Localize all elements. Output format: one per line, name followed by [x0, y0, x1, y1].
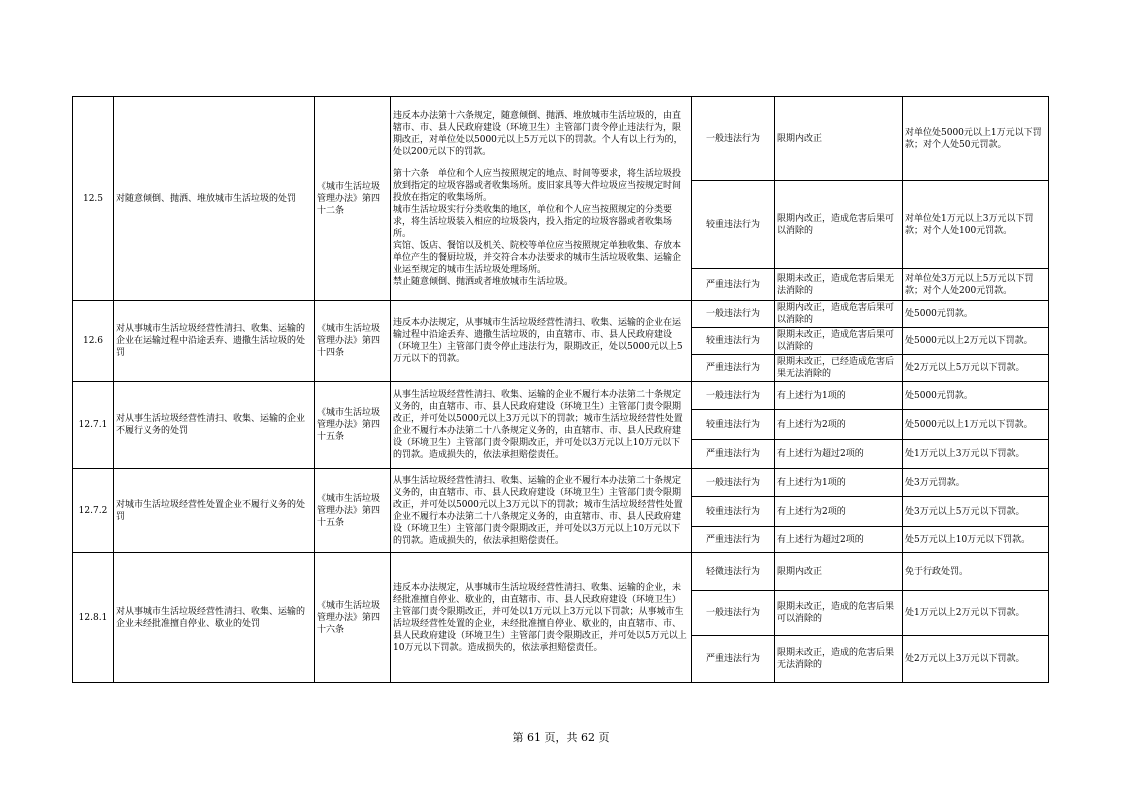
- content-paragraph: 第十六条 单位和个人应当按照规定的地点、时间等要求，将生活垃圾投放到指定的垃圾容器或者收集场所。废旧家具等大件垃圾应当按规定时间投放在指定的收集场所。: [393, 168, 682, 203]
- penalty-standard: 处2万元以上5万元以下罚款。: [903, 355, 1049, 382]
- penalty-standard: 处1万元以上3万元以下罚款。: [903, 440, 1049, 469]
- violation-circumstance: 限期未改正，造成危害后果可以消除的: [775, 328, 903, 355]
- legal-basis: 《城市生活垃圾管理办法》第四十二条: [315, 97, 391, 301]
- violation-level: 一般违法行为: [692, 97, 775, 181]
- violation-level: 严重违法行为: [692, 636, 775, 683]
- violation-circumstance: 限期未改正，造成的危害后果可以消除的: [775, 591, 903, 636]
- item-number: 12.7.2: [73, 469, 114, 553]
- violation-item: 对从事城市生活垃圾经营性清扫、收集、运输的企业未经批准擅自停业、歇业的处罚: [114, 553, 315, 683]
- violation-circumstance: 限期内改正: [775, 97, 903, 181]
- content-paragraph: 禁止随意倾倒、抛洒或者堆放城市生活垃圾。: [393, 276, 574, 287]
- violation-content: [391, 301, 692, 382]
- item-number: 12.6: [73, 301, 114, 382]
- violation-circumstance: 有上述行为2项的: [775, 410, 903, 440]
- penalty-standard: 对单位处3万元以上5万元以下罚款；对个人处200元罚款。: [903, 269, 1049, 301]
- item-number: 12.5: [73, 97, 114, 301]
- table-row: [73, 97, 1049, 181]
- legal-basis: 《城市生活垃圾管理办法》第四十六条: [315, 553, 391, 683]
- penalty-standard: 对单位处5000元以上1万元以下罚款；对个人处50元罚款。: [903, 97, 1049, 181]
- violation-level: 严重违法行为: [692, 527, 775, 553]
- violation-level: 一般违法行为: [692, 301, 775, 328]
- violation-circumstance: 限期内改正，造成危害后果可以消除的: [775, 181, 903, 269]
- violation-content: [391, 553, 692, 683]
- penalty-standard: 处2万元以上3万元以下罚款。: [903, 636, 1049, 683]
- violation-content: [391, 97, 692, 301]
- penalty-standard: 处3万元罚款。: [903, 469, 1049, 497]
- violation-level: 一般违法行为: [692, 469, 775, 497]
- penalty-standard: 处3万元以上5万元以下罚款。: [903, 497, 1049, 527]
- table-row: [73, 553, 1049, 591]
- content-paragraph: 从事生活垃圾经营性清扫、收集、运输的企业不履行本办法第二十条规定义务的，由直辖市、市、县人民政府建设（环境卫生）主管部门责令限期改正，并可处以5000元以上3万元以下的罚款；城市生活垃圾经营性处置企业不履行本办法第二十八条规定义务的，由直辖市、市、县人民政府建设（环境卫生）主管部门责令限期改正，并可处以3万元以上10万元以下的罚款。造成损失的，依法承担赔偿责任。: [393, 475, 683, 546]
- penalty-standard: 处5000元罚款。: [903, 301, 1049, 328]
- violation-level: 轻微违法行为: [692, 553, 775, 591]
- penalty-standard: 处5000元以上1万元以下罚款。: [903, 410, 1049, 440]
- content-paragraph: 宾馆、饭店、餐馆以及机关、院校等单位应当按照规定单独收集、存放本单位产生的餐厨垃圾，并交符合本办法要求的城市生活垃圾收集、运输企业运至规定的城市生活垃圾处理场所。: [393, 240, 682, 275]
- violation-level: 严重违法行为: [692, 355, 775, 382]
- violation-level: 较重违法行为: [692, 328, 775, 355]
- legal-basis: 《城市生活垃圾管理办法》第四十五条: [315, 469, 391, 553]
- penalty-standard: 处5000元以上2万元以下罚款。: [903, 328, 1049, 355]
- violation-circumstance: 限期未改正，造成的危害后果无法消除的: [775, 636, 903, 683]
- violation-level: 较重违法行为: [692, 497, 775, 527]
- violation-item: 对城市生活垃圾经营性处置企业不履行义务的处罚: [114, 469, 315, 553]
- item-number: 12.7.1: [73, 382, 114, 469]
- violation-circumstance: 限期内改正，造成危害后果可以消除的: [775, 301, 903, 328]
- table-row: [73, 469, 1049, 497]
- violation-item: 对从事生活垃圾经营性清扫、收集、运输的企业不履行义务的处罚: [114, 382, 315, 469]
- violation-level: 较重违法行为: [692, 410, 775, 440]
- violation-content: [391, 469, 692, 553]
- penalty-standard: 处5万元以上10万元以下罚款。: [903, 527, 1049, 553]
- violation-item: 对从事城市生活垃圾经营性清扫、收集、运输的企业在运输过程中沿途丢弃、遗撒生活垃圾的处罚: [114, 301, 315, 382]
- violation-circumstance: 限期未改正，已经造成危害后果无法消除的: [775, 355, 903, 382]
- violation-circumstance: 有上述行为2项的: [775, 497, 903, 527]
- content-paragraph: 违反本办法规定，从事城市生活垃圾经营性清扫、收集、运输的企业，未经批准擅自停业、歇业的，由直辖市、市、县人民政府建设（环境卫生）主管部门责令限期改正，并可处以1万元以上3万元以下罚款；从事城市生活垃圾经营性处置的企业，未经批准擅自停业、歇业的，由直辖市、市、县人民政府建设（环境卫生）主管部门责令限期改正，并可处以5万元以上10万元以下罚款。造成损失的，依法承担赔偿责任。: [393, 582, 687, 653]
- penalty-standard: 处1万元以上2万元以下罚款。: [903, 591, 1049, 636]
- item-number: 12.8.1: [73, 553, 114, 683]
- violation-circumstance: 有上述行为超过2项的: [775, 440, 903, 469]
- content-paragraph: 违反本办法规定，从事城市生活垃圾经营性清扫、收集、运输的企业在运输过程中沿途丢弃、遗撒生活垃圾的，由直辖市、市、县人民政府建设（环境卫生）主管部门责令停止违法行为，限期改正，处以5000元以上5万元以下的罚款。: [393, 318, 683, 364]
- legal-basis: 《城市生活垃圾管理办法》第四十四条: [315, 301, 391, 382]
- paragraph-gap: [393, 158, 689, 168]
- page-number: 第 61 页，共 62 页: [512, 731, 610, 744]
- content-paragraph: 违反本办法第十六条规定，随意倾倒、抛洒、堆放城市生活垃圾的，由直辖市、市、县人民政府建设（环境卫生）主管部门责令停止违法行为，限期改正，对单位处以5000元以上5万元以下的罚款。个人有以上行为的，处以200元以下的罚款。: [393, 110, 683, 157]
- violation-level: 严重违法行为: [692, 440, 775, 469]
- violation-level: 一般违法行为: [692, 382, 775, 410]
- violation-circumstance: 限期未改正，造成危害后果无法消除的: [775, 269, 903, 301]
- penalty-standard: 对单位处1万元以上3万元以下罚款；对个人处100元罚款。: [903, 181, 1049, 269]
- violation-level: 严重违法行为: [692, 269, 775, 301]
- violation-item: 对随意倾倒、抛洒、堆放城市生活垃圾的处罚: [114, 97, 315, 301]
- content-paragraph: 城市生活垃圾实行分类收集的地区，单位和个人应当按照规定的分类要求，将生活垃圾装入相应的垃圾袋内，投入指定的垃圾容器或者收集场所。: [393, 204, 673, 239]
- penalty-standard: 免于行政处罚。: [903, 553, 1049, 591]
- table-row: [73, 382, 1049, 410]
- violation-circumstance: 限期内改正: [775, 553, 903, 591]
- violation-level: 较重违法行为: [692, 181, 775, 269]
- penalty-standard-table: [72, 96, 1049, 683]
- violation-circumstance: 有上述行为1项的: [775, 382, 903, 410]
- legal-basis: 《城市生活垃圾管理办法》第四十五条: [315, 382, 391, 469]
- content-paragraph: 从事生活垃圾经营性清扫、收集、运输的企业不履行本办法第二十条规定义务的，由直辖市、市、县人民政府建设（环境卫生）主管部门责令限期改正，并可处以5000元以上3万元以下的罚款；城市生活垃圾经营性处置企业不履行本办法第二十八条规定义务的，由直辖市、市、县人民政府建设（环境卫生）主管部门责令限期改正，并可处以3万元以上10万元以下的罚款。造成损失的，依法承担赔偿责任。: [393, 390, 683, 460]
- violation-content: [391, 382, 692, 469]
- violation-circumstance: 有上述行为超过2项的: [775, 527, 903, 553]
- penalty-standard: 处5000元罚款。: [903, 382, 1049, 410]
- table-row: [73, 301, 1049, 328]
- violation-level: 一般违法行为: [692, 591, 775, 636]
- violation-circumstance: 有上述行为1项的: [775, 469, 903, 497]
